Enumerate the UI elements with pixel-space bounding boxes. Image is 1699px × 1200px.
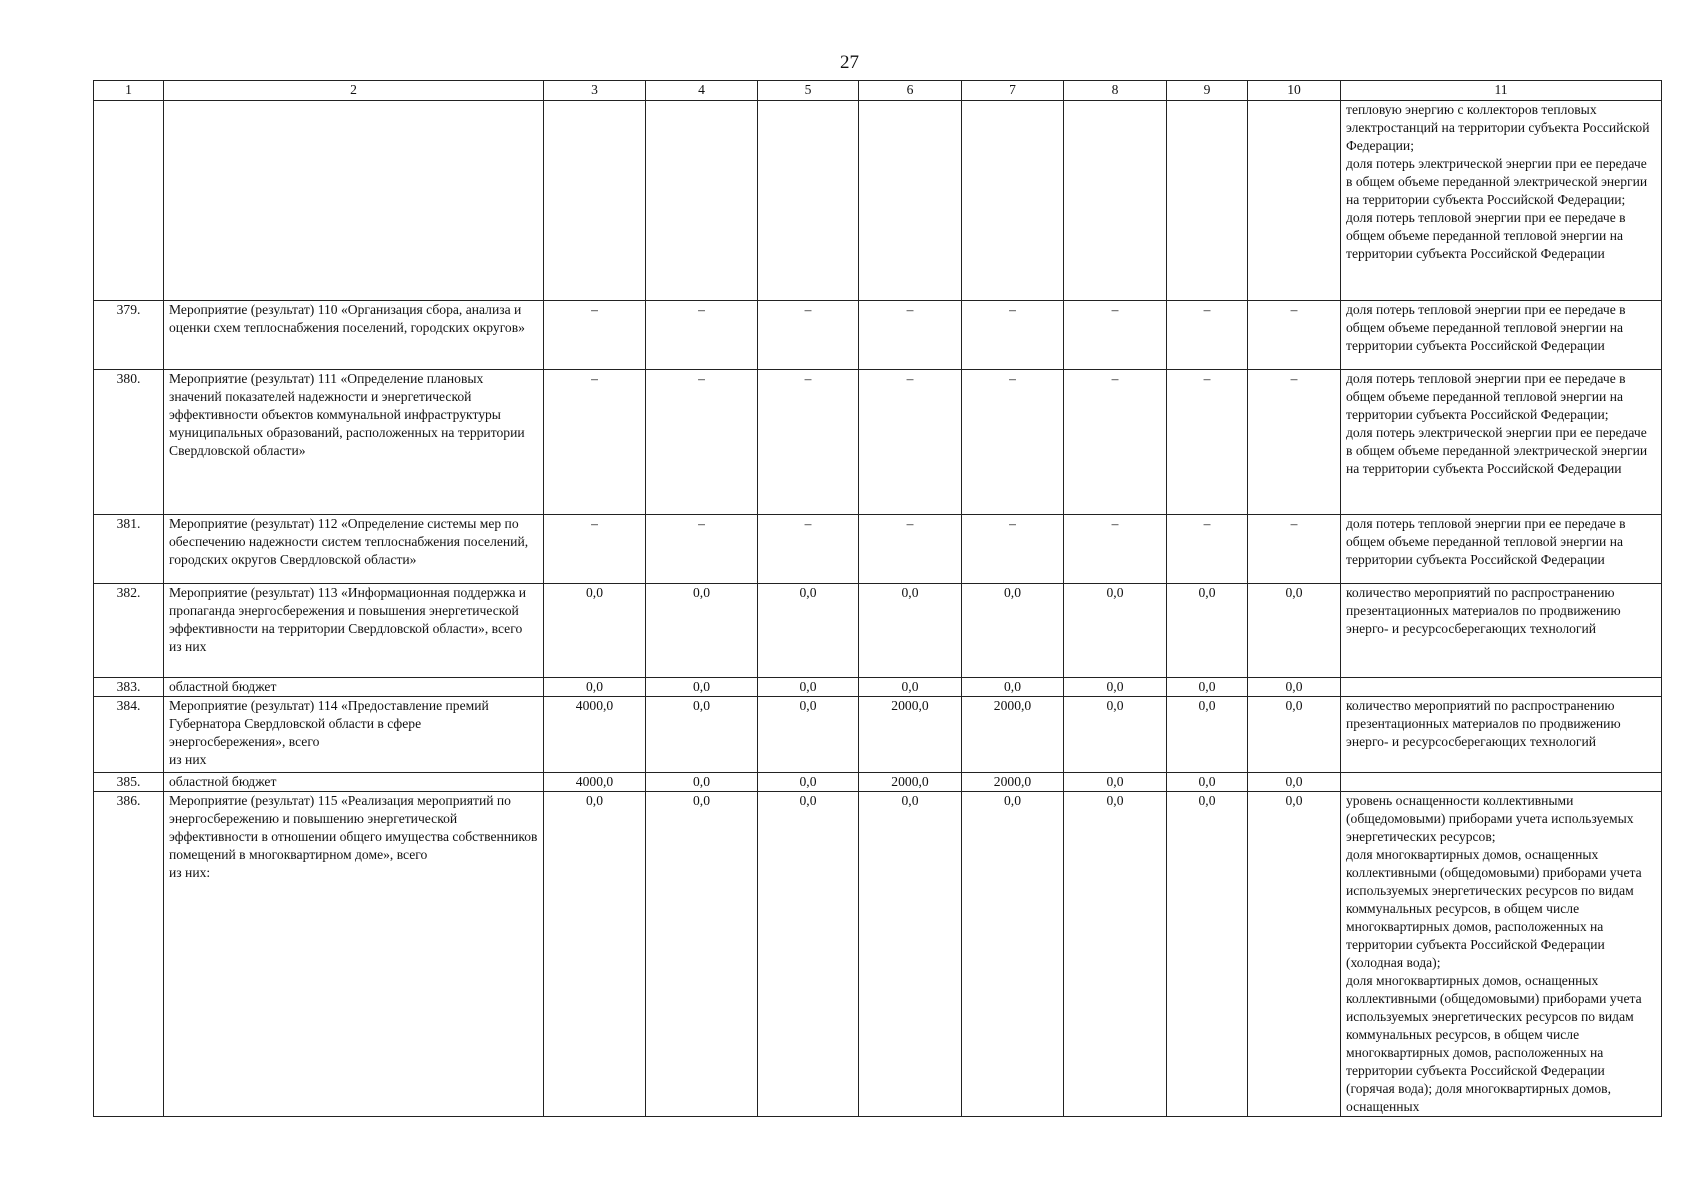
table-row [94, 584, 1662, 678]
funding-value: – [758, 515, 859, 584]
funding-value: – [758, 301, 859, 370]
funding-value: 0,0 [646, 697, 758, 773]
table-row [94, 697, 1662, 773]
row-number [94, 101, 164, 301]
funding-value: 0,0 [859, 678, 962, 697]
table-row [94, 101, 1662, 301]
funding-value: 0,0 [1064, 584, 1167, 678]
funding-value [1167, 101, 1248, 301]
funding-value: 0,0 [1248, 678, 1341, 697]
funding-value [1248, 101, 1341, 301]
column-header: 11 [1341, 81, 1662, 101]
funding-value: – [1167, 301, 1248, 370]
funding-value: 2000,0 [859, 773, 962, 792]
row-number: 380. [94, 370, 164, 515]
funding-value: 0,0 [544, 584, 646, 678]
funding-value: 0,0 [1248, 697, 1341, 773]
column-header: 7 [962, 81, 1064, 101]
indicator-description: уровень оснащенности коллективными (общедомовыми) приборами учета используемых энергетических ресурсов; доля многоквартирных домов, оснащенных коллективными (общедомовыми) приборами учета используемых энергетических ресурсов по видам коммунальных ресурсов, в общем числе многоквартирных домов, расположенных на территории субъекта Российской Федерации (холодная вода); доля многоквартирных домов, оснащенных коллективными (общедомовыми) приборами учета используемых энергетических ресурсов по видам коммунальных ресурсов, в общем числе многоквартирных домов, расположенных на территории субъекта Российской Федерации (горячая вода); доля многоквартирных домов, оснащенных [1341, 792, 1662, 1117]
funding-value: – [544, 370, 646, 515]
funding-value: 0,0 [1248, 792, 1341, 1117]
column-header: 10 [1248, 81, 1341, 101]
funding-value: – [1167, 370, 1248, 515]
funding-value: – [962, 301, 1064, 370]
funding-value: – [646, 301, 758, 370]
row-number: 386. [94, 792, 164, 1117]
indicator-description [1341, 773, 1662, 792]
column-header: 5 [758, 81, 859, 101]
funding-value: – [1248, 370, 1341, 515]
funding-value: 0,0 [1064, 678, 1167, 697]
column-header: 6 [859, 81, 962, 101]
funding-value: – [544, 515, 646, 584]
indicator-description: тепловую энергию с коллекторов тепловых электростанций на территории субъекта Российской Федерации; доля потерь электрической энергии при ее передаче в общем объеме переданной электрической энергии на территории субъекта Российской Федерации; доля потерь тепловой энергии при ее передаче в общем объеме переданной тепловой энергии на территории субъекта Российской Федерации [1341, 101, 1662, 301]
funding-value: 0,0 [1167, 773, 1248, 792]
activity-name [164, 101, 544, 301]
funding-value: 0,0 [758, 773, 859, 792]
funding-value: 0,0 [646, 792, 758, 1117]
table-row [94, 301, 1662, 370]
row-number: 379. [94, 301, 164, 370]
funding-value: 0,0 [1248, 773, 1341, 792]
indicator-description: доля потерь тепловой энергии при ее передаче в общем объеме переданной тепловой энергии на территории субъекта Российской Федерации [1341, 515, 1662, 584]
funding-value: 0,0 [646, 678, 758, 697]
table-row [94, 773, 1662, 792]
funding-value: 0,0 [962, 584, 1064, 678]
funding-value: 0,0 [1167, 678, 1248, 697]
funding-value: 0,0 [1167, 584, 1248, 678]
funding-value: – [646, 370, 758, 515]
funding-value [962, 101, 1064, 301]
funding-value: – [859, 301, 962, 370]
row-number: 384. [94, 697, 164, 773]
activity-name: областной бюджет [164, 773, 544, 792]
table-row [94, 370, 1662, 515]
activity-name: Мероприятие (результат) 113 «Информационная поддержка и пропаганда энергосбережения и повышения энергетической эффективности на территории Свердловской области», всего из них [164, 584, 544, 678]
funding-value [646, 101, 758, 301]
activity-name: Мероприятие (результат) 114 «Предоставление премий Губернатора Свердловской области в сфере энергосбережения», всего из них [164, 697, 544, 773]
indicator-description: доля потерь тепловой энергии при ее передаче в общем объеме переданной тепловой энергии на территории субъекта Российской Федерации; доля потерь электрической энергии при ее передаче в общем объеме переданной электрической энергии на территории субъекта Российской Федерации [1341, 370, 1662, 515]
funding-value: 0,0 [962, 792, 1064, 1117]
indicator-description [1341, 678, 1662, 697]
indicator-description: количество мероприятий по распространению презентационных материалов по продвижению энерго- и ресурсосберегающих технологий [1341, 697, 1662, 773]
funding-value: – [1248, 515, 1341, 584]
funding-value: – [859, 370, 962, 515]
funding-value: 0,0 [1064, 697, 1167, 773]
funding-value: 0,0 [1064, 773, 1167, 792]
funding-value: – [1167, 515, 1248, 584]
activity-name: Мероприятие (результат) 110 «Организация сбора, анализа и оценки схем теплоснабжения поселений, городских округов» [164, 301, 544, 370]
funding-value: 0,0 [1248, 584, 1341, 678]
funding-value: 0,0 [758, 584, 859, 678]
funding-value: 0,0 [859, 584, 962, 678]
funding-value [1064, 101, 1167, 301]
column-header: 1 [94, 81, 164, 101]
funding-value: – [1248, 301, 1341, 370]
funding-value: – [1064, 301, 1167, 370]
funding-value: – [1064, 515, 1167, 584]
row-number: 381. [94, 515, 164, 584]
funding-value: 0,0 [646, 584, 758, 678]
activity-name: Мероприятие (результат) 115 «Реализация мероприятий по энергосбережению и повышению энергетической эффективности в отношении общего имущества собственников помещений в многоквартирном доме», всего из них: [164, 792, 544, 1117]
funding-value: 0,0 [1167, 697, 1248, 773]
funding-value [859, 101, 962, 301]
funding-value: 2000,0 [962, 697, 1064, 773]
funding-value: – [1064, 370, 1167, 515]
funding-value: 2000,0 [859, 697, 962, 773]
funding-value: 2000,0 [962, 773, 1064, 792]
table-row [94, 678, 1662, 697]
funding-value [544, 101, 646, 301]
funding-value: – [859, 515, 962, 584]
funding-value: – [646, 515, 758, 584]
funding-value: – [544, 301, 646, 370]
row-number: 385. [94, 773, 164, 792]
funding-value: 0,0 [1064, 792, 1167, 1117]
funding-value: 0,0 [758, 792, 859, 1117]
column-header: 4 [646, 81, 758, 101]
table-body [94, 101, 1662, 1117]
column-header: 2 [164, 81, 544, 101]
row-number: 382. [94, 584, 164, 678]
column-header: 3 [544, 81, 646, 101]
funding-value: 0,0 [859, 792, 962, 1117]
column-header: 9 [1167, 81, 1248, 101]
column-header: 8 [1064, 81, 1167, 101]
funding-value: 0,0 [544, 678, 646, 697]
funding-value: 0,0 [758, 697, 859, 773]
funding-value: 4000,0 [544, 697, 646, 773]
funding-value [758, 101, 859, 301]
header-row [94, 81, 1662, 101]
row-number: 383. [94, 678, 164, 697]
funding-value: 0,0 [758, 678, 859, 697]
table-row [94, 792, 1662, 1117]
activity-name: Мероприятие (результат) 111 «Определение плановых значений показателей надежности и энергетической эффективности объектов коммунальной инфраструктуры муниципальных образований, расположенных на территории Свердловской области» [164, 370, 544, 515]
page-number: 27 [840, 52, 859, 73]
indicator-description: доля потерь тепловой энергии при ее передаче в общем объеме переданной тепловой энергии на территории субъекта Российской Федерации [1341, 301, 1662, 370]
funding-value: – [758, 370, 859, 515]
table-row [94, 515, 1662, 584]
funding-value: 0,0 [1167, 792, 1248, 1117]
funding-value: 0,0 [962, 678, 1064, 697]
funding-value: – [962, 515, 1064, 584]
program-table [93, 80, 1662, 1117]
funding-value: – [962, 370, 1064, 515]
activity-name: областной бюджет [164, 678, 544, 697]
indicator-description: количество мероприятий по распространению презентационных материалов по продвижению энерго- и ресурсосберегающих технологий [1341, 584, 1662, 678]
activity-name: Мероприятие (результат) 112 «Определение системы мер по обеспечению надежности систем теплоснабжения поселений, городских округов Свердловской области» [164, 515, 544, 584]
funding-value: 0,0 [646, 773, 758, 792]
funding-value: 4000,0 [544, 773, 646, 792]
funding-value: 0,0 [544, 792, 646, 1117]
